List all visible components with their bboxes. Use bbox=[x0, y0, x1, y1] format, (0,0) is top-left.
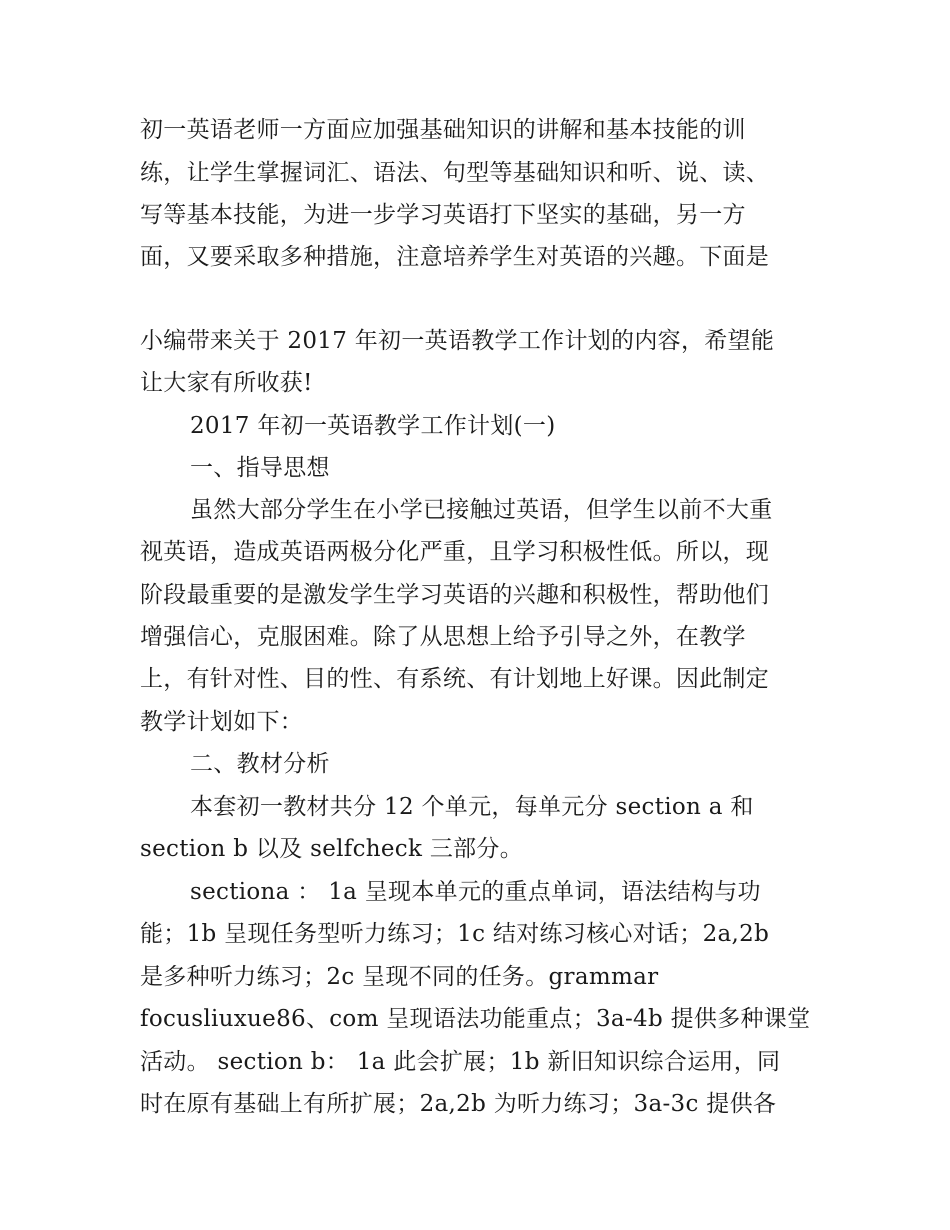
section-title: 2017 年初一英语教学工作计划(一) bbox=[190, 413, 556, 439]
text-line-2: 练，让学生掌握词汇、语法、句型等基础知识和听、说、读、 bbox=[140, 160, 770, 186]
text-line-16: 本套初一教材共分 12 个单元，每单元分 section a 和 bbox=[190, 794, 754, 820]
text-line-5: 小编带来关于 2017 年初一英语教学工作计划的内容，希望能 bbox=[140, 328, 775, 354]
text-line-11: 阶段最重要的是激发学生学习英语的兴趣和积极性，帮助他们 bbox=[140, 582, 770, 608]
text-line-22: 活动。 section b： 1a 此会扩展；1b 新旧知识综合运用，同 bbox=[140, 1049, 781, 1075]
text-line-10: 视英语，造成英语两极分化严重，且学习积极性低。所以，现 bbox=[140, 539, 770, 565]
text-line-18: sectiona ： 1a 呈现本单元的重点单词，语法结构与功 bbox=[190, 879, 761, 905]
text-line-23: 时在原有基础上有所扩展；2a,2b 为听力练习；3a-3c 提供各 bbox=[140, 1091, 777, 1117]
text-line-12: 增强信心，克服困难。除了从思想上给予引导之外，在教学 bbox=[140, 624, 746, 650]
heading-guiding-ideology: 一、指导思想 bbox=[190, 455, 330, 481]
text-line-14: 教学计划如下： bbox=[140, 709, 304, 735]
text-line-4: 面，又要采取多种措施，注意培养学生对英语的兴趣。下面是 bbox=[140, 244, 770, 270]
text-line-21: focusliuxue86、com 呈现语法功能重点；3a-4b 提供多种课堂 bbox=[140, 1006, 811, 1032]
heading-textbook-analysis: 二、教材分析 bbox=[190, 751, 330, 777]
text-line-20: 是多种听力练习；2c 呈现不同的任务。grammar bbox=[140, 964, 659, 990]
text-line-1: 初一英语老师一方面应加强基础知识的讲解和基本技能的训 bbox=[140, 117, 746, 143]
text-line-17: section b 以及 selfcheck 三部分。 bbox=[140, 836, 524, 862]
text-line-19: 能；1b 呈现任务型听力练习；1c 结对练习核心对话；2a,2b bbox=[140, 921, 770, 947]
text-line-13: 上，有针对性、目的性、有系统、有计划地上好课。因此制定 bbox=[140, 666, 770, 692]
text-line-9: 虽然大部分学生在小学已接触过英语，但学生以前不大重 bbox=[190, 497, 773, 523]
text-line-6: 让大家有所收获! bbox=[140, 370, 313, 396]
text-line-3: 写等基本技能，为进一步学习英语打下坚实的基础，另一方 bbox=[140, 202, 746, 228]
